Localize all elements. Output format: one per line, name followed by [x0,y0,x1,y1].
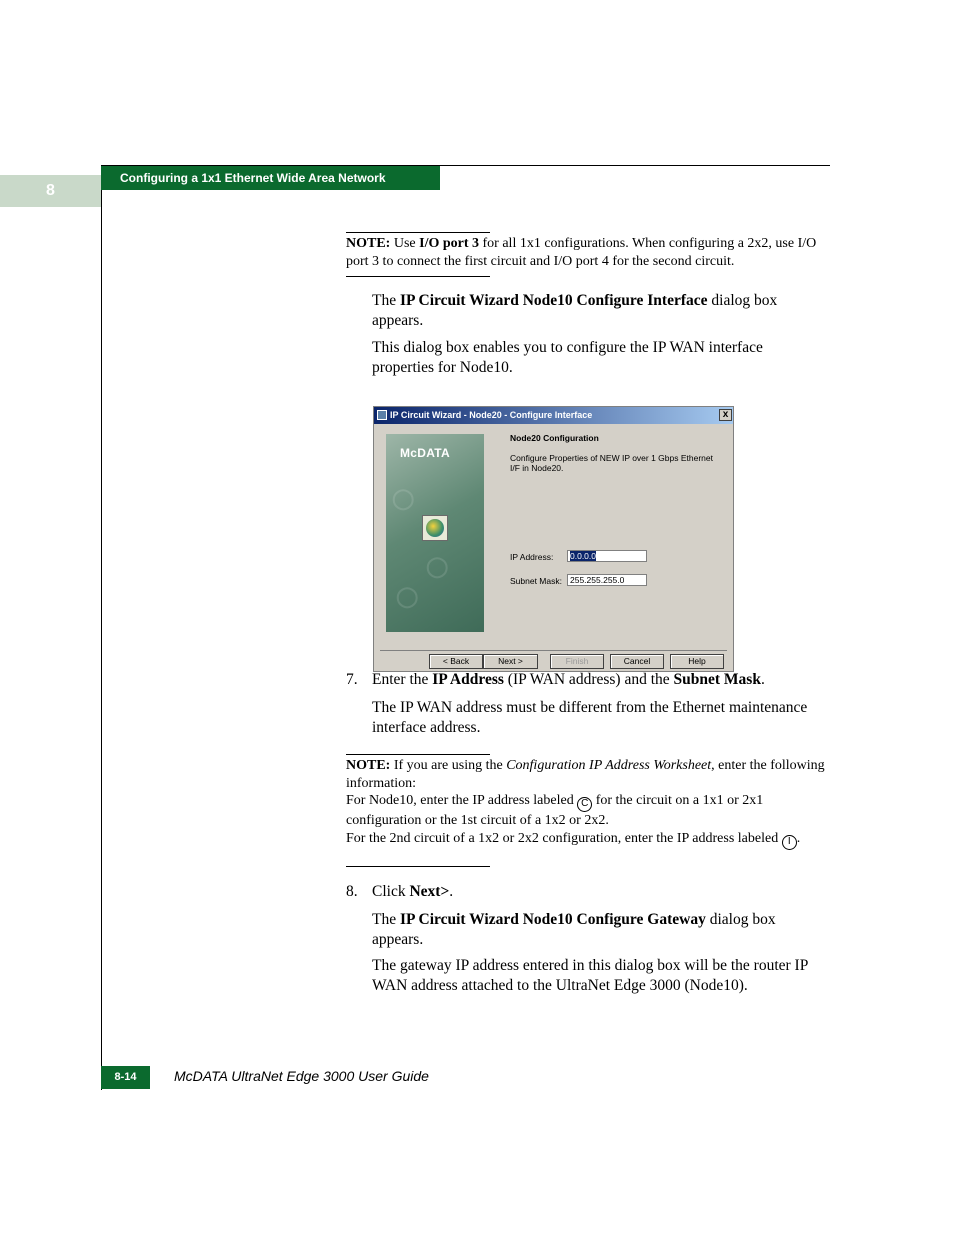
note-reference: Configuration IP Address Worksheet [506,758,712,773]
step-text [372,670,822,690]
note-text: , enter the following information: [346,758,825,791]
note-text: . [796,830,801,846]
page-number: 8-14 [101,1066,150,1089]
note-block [346,757,826,850]
step-emphasis: Subnet Mask [673,671,761,688]
note-label: NOTE: [346,236,391,251]
ip-address-label: IP Address: [510,552,554,562]
chapter-number-tab: 8 [0,175,101,207]
step-number: 8. [346,883,358,900]
watermark-decoration: ◯ [392,488,415,510]
paragraph [372,291,822,330]
note-line [346,757,826,792]
close-icon[interactable]: x [719,409,732,421]
dialog-title: IP Circuit Wizard - Node20 - Configure Interface [390,410,593,420]
note-text: for all 1x1 configurations. When configuring a 2x2, use I/O port 3 to connect the first circuit and I/O port 4 for the second circuit. [346,236,817,269]
paragraph: The gateway IP address entered in this dialog box will be the router IP WAN address attached to the UltraNet Edge 3000 (Node10). [372,957,808,994]
step-number: 7. [346,671,358,688]
dialog-separator [380,650,727,651]
note-top-rule [346,754,490,755]
ip-address-input[interactable] [567,550,647,562]
note-bottom-rule [346,866,490,867]
paragraph-text: dialog box appears. [372,911,776,948]
note-bottom-rule [346,276,490,277]
note-text: For the 2nd circuit of a 1x2 or 2x2 configuration, enter the IP address labeled [346,830,782,846]
dialog-description: Configure Properties of NEW IP over 1 Gbps Ethernet I/F in Node20. [510,453,713,473]
step-text [372,882,822,902]
ip-address-value: 0.0.0.0 [570,551,596,561]
note-text: for the circuit on a 1x1 or 2x1 configuration or the 1st circuit of a 1x2 or 2x2. [346,793,764,828]
paragraph: The IP WAN address must be different from the Ethernet maintenance interface address. [372,699,808,736]
circled-i-icon: I [782,835,797,850]
note-text: Use [390,236,420,251]
margin-rule [101,165,102,1090]
subnet-mask-input[interactable]: 255.255.255.0 [567,574,647,586]
brand-logo: McDATA [400,446,451,460]
note-emphasis: I/O port 3 [419,236,480,251]
subnet-mask-label: Subnet Mask: [510,576,562,586]
note-line [346,792,826,830]
step-text-part: (IP WAN address) and the [503,671,674,688]
cancel-button[interactable]: Cancel [610,654,664,669]
next-button[interactable]: Next > [483,654,538,669]
note-text: If you are using the [390,758,507,773]
back-button[interactable]: < Back [429,654,483,669]
paragraph: This dialog box enables you to configure the IP WAN interface properties for Node10. [372,339,763,376]
paragraph-text: The [372,911,400,928]
paragraph-emphasis: IP Circuit Wizard Node10 Configure Interface [399,292,708,309]
configure-interface-dialog [373,406,734,672]
brand-panel [386,434,484,632]
circled-c-icon: C [577,797,592,812]
chapter-title-banner: Configuring a 1x1 Ethernet Wide Area Network [101,166,440,190]
dialog-heading: Node20 Configuration [510,433,599,443]
step-text-part: . [449,883,454,900]
step-emphasis: Next> [409,883,450,900]
help-button[interactable]: Help [670,654,724,669]
globe-icon [426,519,444,537]
note-line [346,830,826,850]
wizard-globe-icon [422,515,448,541]
footer-guide-title: McDATA UltraNet Edge 3000 User Guide [174,1068,429,1084]
dialog-title-bar [374,407,733,424]
paragraph [372,910,822,949]
paragraph-text: dialog box appears. [372,292,778,329]
step-text-part: Enter the [372,671,433,688]
watermark-decoration: ◯ [396,586,419,608]
note-label: NOTE: [346,758,391,773]
step-text-part: Click [372,883,410,900]
note-text: For Node10, enter the IP address labeled [346,793,578,808]
paragraph-text: The [372,292,400,309]
app-icon [377,410,387,420]
note-block [346,235,826,270]
watermark-decoration: ◯ [426,556,449,578]
note-top-rule [346,232,490,233]
paragraph-emphasis: IP Circuit Wizard Node10 Configure Gateway [399,911,706,928]
step-text-part: . [760,671,765,688]
step-emphasis: IP Address [432,671,504,688]
finish-button[interactable]: Finish [550,654,604,669]
